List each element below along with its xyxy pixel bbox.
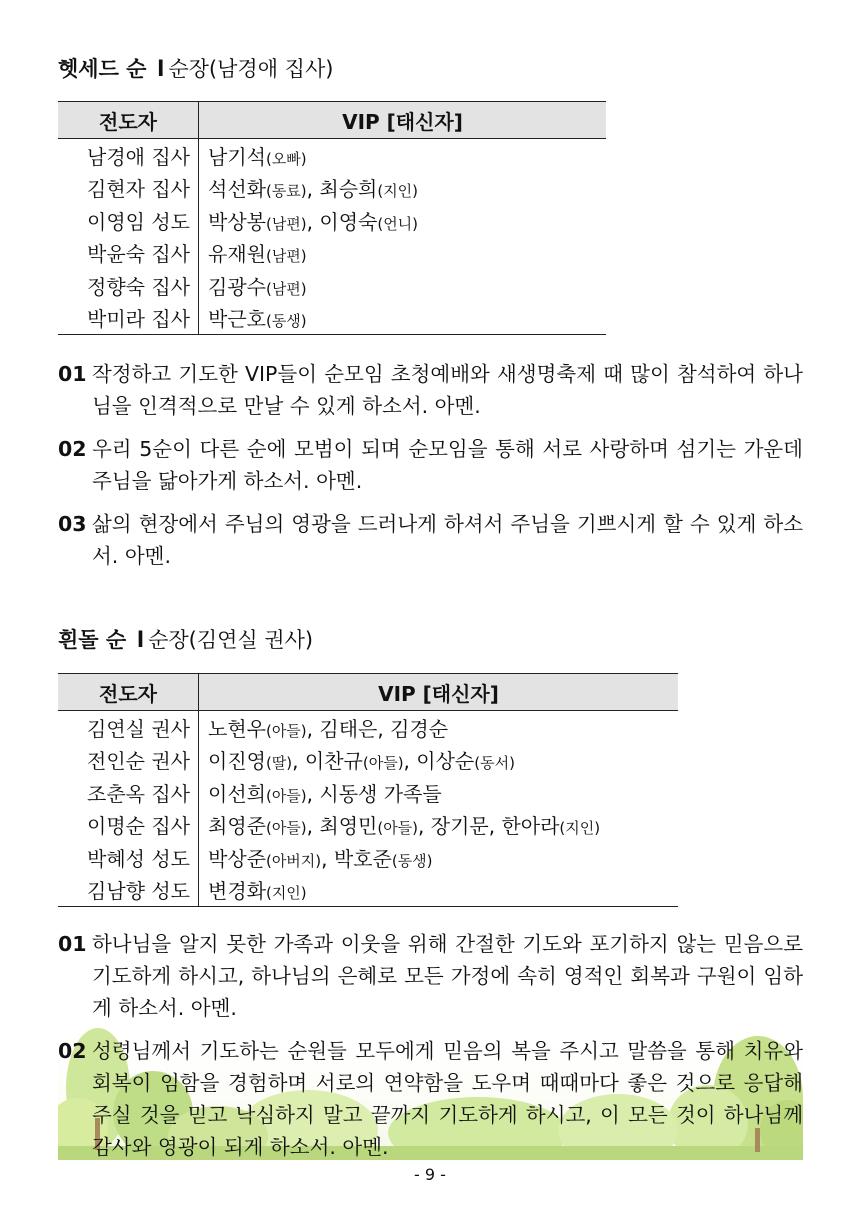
vip-list [199, 237, 607, 270]
vip-name: 최영준 [208, 814, 266, 839]
vip-name: 이진영 [208, 749, 266, 774]
evangelist-name: 박미라 집사 [58, 302, 199, 335]
table-row [58, 744, 678, 777]
evangelist-name: 남경애 집사 [58, 139, 199, 172]
vip-relation: (지인) [265, 884, 307, 903]
table-row [58, 237, 606, 270]
table-row [58, 139, 606, 172]
evangelist-name: 전인순 권사 [58, 744, 199, 777]
prayer-text: 하나님을 알지 못한 가족과 이웃을 위해 간절한 기도와 포기하지 않는 믿음으로 기도하게 하시고, 하나님의 은혜로 모든 가정에 속히 영적인 회복과 구원이 임하게 하소서. 아멘. [92, 932, 803, 1020]
vip-name: 유재원 [208, 242, 266, 267]
vip-list: 석선화(동료), 최승희(지인) [208, 177, 419, 202]
vip-relation: (동료) [265, 182, 307, 201]
section-title [58, 626, 313, 654]
vip-name: 석선화 [208, 177, 266, 202]
vip-relation: (아들) [265, 786, 307, 805]
vip-name: 김태은 [319, 716, 378, 741]
table-row [58, 269, 606, 302]
vip-name: 한아라 [501, 814, 560, 839]
vip-name: 최영민 [319, 814, 378, 839]
vip-list: 이진영(딸), 이찬규(아들), 이상순(동서) [208, 749, 515, 774]
vip-name: 이영숙 [319, 209, 378, 234]
evangelist-name: 박혜성 성도 [58, 841, 199, 874]
header-vip: VIP [태신자] [199, 674, 679, 711]
vip-name: 장기문 [430, 814, 489, 839]
vip-relation: (지인) [377, 182, 419, 201]
group-name: 헷세드 순 [58, 57, 147, 81]
vip-table-1 [58, 101, 606, 335]
group-leader: 순장(김연실 권사) [148, 628, 314, 652]
vip-list: 최영준(아들), 최영민(아들), 장기문, 한아라(지인) [208, 814, 601, 839]
header-evangelist: 전도자 [58, 102, 199, 139]
prayer-number: 01 [58, 932, 87, 956]
title-separator: l [136, 628, 145, 652]
prayer-text: 작정하고 기도한 VIP들이 순모임 초청예배와 새생명축제 때 많이 참석하여 하나님을 인격적으로 만날 수 있게 하소서. 아멘. [92, 362, 803, 418]
prayer-list-2 [58, 928, 803, 1163]
table-row [58, 711, 678, 744]
prayer-number: 02 [58, 437, 87, 461]
evangelist-name: 조춘옥 집사 [58, 776, 199, 809]
vip-relation: (아들) [265, 721, 307, 740]
vip-name: 이상순 [416, 749, 475, 774]
vip-relation: (아들) [265, 819, 307, 838]
vip-relation: (아버지) [265, 851, 322, 870]
vip-relation: (아들) [362, 754, 404, 773]
evangelist-name: 이명순 집사 [58, 809, 199, 842]
vip-list: 박상준(아버지), 박호준(동생) [208, 846, 433, 871]
vip-name: 김경순 [390, 716, 449, 741]
header-vip: VIP [태신자] [199, 102, 607, 139]
prayer-item [58, 1035, 803, 1163]
vip-relation: (지인) [559, 819, 601, 838]
prayer-number: 03 [58, 512, 87, 536]
vip-list [199, 269, 607, 302]
table-row [58, 841, 678, 874]
vip-relation: (동생) [265, 312, 307, 331]
prayer-list-1 [58, 358, 803, 583]
vip-relation: (딸) [265, 754, 293, 773]
title-separator: l [157, 57, 165, 81]
vip-relation: (남편) [265, 214, 307, 233]
vip-list: 노현우(아들), 김태은, 김경순 [208, 716, 449, 741]
vip-table-2 [58, 673, 678, 907]
vip-name: 박호준 [333, 846, 392, 871]
prayer-item [58, 508, 803, 572]
evangelist-name: 김현자 집사 [58, 172, 199, 205]
table-row [58, 809, 678, 842]
vip-name: 박근호 [208, 307, 266, 332]
vip-relation: (남편) [265, 247, 307, 266]
section-heendol [58, 626, 313, 654]
vip-name: 시동생 가족들 [319, 781, 442, 806]
prayer-text: 삶의 현장에서 주님의 영광을 드러나게 하셔서 주님을 기쁘시게 할 수 있게 하소서. 아멘. [92, 512, 803, 568]
vip-name: 이선희 [208, 781, 266, 806]
vip-relation: (동서) [474, 754, 515, 773]
vip-name: 이찬규 [304, 749, 363, 774]
vip-list [199, 302, 607, 335]
table-row [58, 776, 678, 809]
vip-relation: (동생) [391, 851, 433, 870]
vip-name: 최승희 [319, 177, 378, 202]
prayer-text: 성령님께서 기도하는 순원들 모두에게 믿음의 복을 주시고 말씀을 통해 치유와 회복이 임함을 경험하며 서로의 연약함을 도우며 때때마다 좋은 것으로 응답해 주실 것을 믿고 낙심하지 말고 끝까지 기도하게 하시고, 이 모든 것이 하나님께 감사와 영광이 되게 하소서. 아멘. [92, 1039, 803, 1159]
vip-list [199, 874, 679, 907]
table-row [58, 172, 606, 205]
evangelist-name: 김남향 성도 [58, 874, 199, 907]
vip-relation: (오빠) [265, 149, 307, 168]
evangelist-name: 정향숙 집사 [58, 269, 199, 302]
evangelist-name: 김연실 권사 [58, 711, 199, 744]
vip-name: 노현우 [208, 716, 266, 741]
vip-name: 박상봉 [208, 209, 266, 234]
table-row [58, 204, 606, 237]
evangelist-name: 이영임 성도 [58, 204, 199, 237]
page-number: - 9 - [414, 1165, 446, 1184]
prayer-item [58, 928, 803, 1024]
prayer-text: 우리 5순이 다른 순에 모범이 되며 순모임을 통해 서로 사랑하며 섬기는 가운데 주님을 닮아가게 하소서. 아멘. [92, 437, 803, 493]
table-row [58, 302, 606, 335]
group-leader: 순장(남경애 집사) [168, 57, 334, 81]
prayer-number: 01 [58, 362, 87, 386]
vip-list: 박상봉(남편), 이영숙(언니) [208, 209, 419, 234]
vip-list [199, 139, 607, 172]
section-hesed [58, 55, 333, 83]
group-name: 흰돌 순 [58, 628, 127, 652]
vip-relation: (언니) [377, 214, 419, 233]
prayer-number: 02 [58, 1039, 87, 1063]
header-evangelist: 전도자 [58, 674, 199, 711]
vip-name: 변경화 [208, 879, 266, 904]
vip-name: 남기석 [208, 144, 266, 169]
vip-list: 이선희(아들), 시동생 가족들 [208, 781, 442, 806]
prayer-item [58, 433, 803, 497]
evangelist-name: 박윤숙 집사 [58, 237, 199, 270]
section-title [58, 55, 333, 83]
vip-relation: (남편) [265, 279, 307, 298]
table-row [58, 874, 678, 907]
vip-name: 박상준 [208, 846, 266, 871]
vip-name: 김광수 [208, 274, 266, 299]
prayer-item [58, 358, 803, 422]
vip-relation: (아들) [377, 819, 419, 838]
